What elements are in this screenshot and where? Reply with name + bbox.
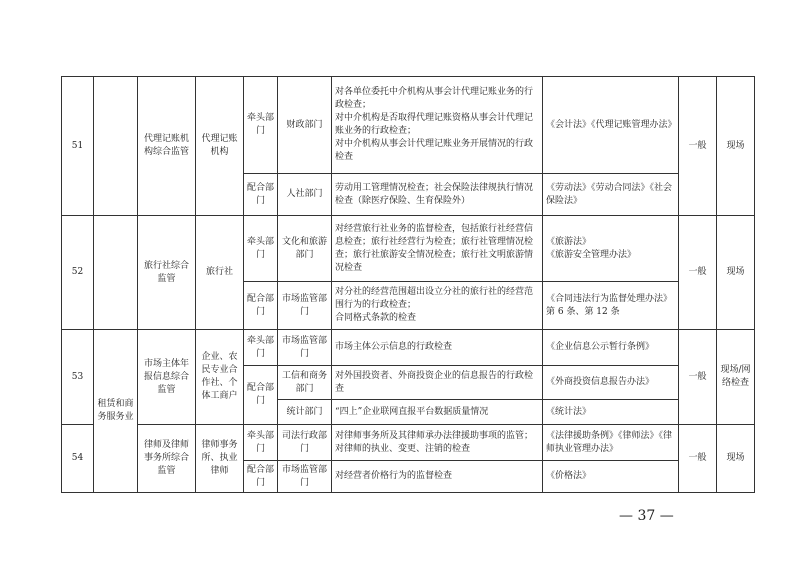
- row-id: 52: [62, 216, 94, 330]
- role-cell: 牵头部门: [244, 425, 278, 461]
- dept-cell: 市场监管部门: [278, 281, 332, 330]
- row-id: 51: [62, 77, 94, 216]
- category-label: 租赁和商务服务业: [94, 330, 138, 493]
- role-cell: 配合部门: [244, 281, 278, 330]
- level-cell: 一般: [679, 216, 717, 330]
- basis-cell: 《外商投资信息报告办法》: [543, 366, 679, 400]
- table-row: [62, 77, 755, 174]
- role-cell: 牵头部门: [244, 330, 278, 366]
- basis-cell: 《劳动法》《劳动合同法》《社会保险法》: [543, 174, 679, 216]
- content-cell: 对外国投资者、外商投资企业的信息报告的行政检查: [332, 366, 543, 400]
- supervision-object: 律师事务所、执业律师: [196, 425, 244, 493]
- mode-cell: 现场: [717, 216, 755, 330]
- table-row: [62, 216, 755, 281]
- content-cell: “四上”企业联网直报平台数据质量情况: [332, 400, 543, 425]
- mode-cell: 现场: [717, 77, 755, 216]
- basis-cell: 《会计法》《代理记账管理办法》: [543, 77, 679, 174]
- row-id: 54: [62, 425, 94, 493]
- supervision-item: 旅行社综合监管: [138, 216, 196, 330]
- role-cell: 配合部门: [244, 366, 278, 425]
- table-row: [62, 425, 755, 461]
- mode-cell: 现场/网络检查: [717, 330, 755, 425]
- level-cell: 一般: [679, 330, 717, 425]
- content-cell: 对经营者价格行为的监督检查: [332, 461, 543, 493]
- category-cell: [94, 216, 138, 330]
- dept-cell: 市场监管部门: [278, 461, 332, 493]
- dept-cell: 司法行政部门: [278, 425, 332, 461]
- category-cell: [94, 77, 138, 216]
- dept-cell: 市场监管部门: [278, 330, 332, 366]
- supervision-object: 旅行社: [196, 216, 244, 330]
- mode-cell: 现场: [717, 425, 755, 493]
- role-cell: 牵头部门: [244, 77, 278, 174]
- dept-cell: 财政部门: [278, 77, 332, 174]
- content-cell: 对各单位委托中介机构从事会计代理记账业务的行政检查； 对中介机构是否取得代理记账资格从事会计代理记账业务的行政检查； 对中介机构从事会计代理记账业务开展情况的行政检查: [332, 77, 543, 174]
- role-cell: 牵头部门: [244, 216, 278, 281]
- content-cell: 市场主体公示信息的行政检查: [332, 330, 543, 366]
- basis-cell: 《旅游法》 《旅游安全管理办法》: [543, 216, 679, 281]
- page-number: — 37 —: [619, 508, 674, 524]
- supervision-item: 市场主体年报信息综合监管: [138, 330, 196, 425]
- level-cell: 一般: [679, 77, 717, 216]
- dept-cell: 文化和旅游部门: [278, 216, 332, 281]
- row-id: 53: [62, 330, 94, 425]
- role-cell: 配合部门: [244, 461, 278, 493]
- content-cell: 劳动用工管理情况检查；社会保险法律规执行情况检查（除医疗保险、生育保险外）: [332, 174, 543, 216]
- supervision-item: 代理记账机构综合监管: [138, 77, 196, 216]
- supervision-table: [61, 76, 755, 493]
- basis-cell: 《企业信息公示暂行条例》: [543, 330, 679, 366]
- content-cell: 对经营旅行社业务的监督检查，包括旅行社经营信息检查；旅行社经营行为检查；旅行社管理情况检查；旅行社旅游安全情况检查；旅行社文明旅游情况检查: [332, 216, 543, 281]
- supervision-object: 代理记账机构: [196, 77, 244, 216]
- dept-cell: 人社部门: [278, 174, 332, 216]
- basis-cell: 《价格法》: [543, 461, 679, 493]
- supervision-item: 律师及律师事务所综合监管: [138, 425, 196, 493]
- level-cell: 一般: [679, 425, 717, 493]
- dept-cell: 统计部门: [278, 400, 332, 425]
- content-cell: 对分社的经营范围超出设立分社的旅行社的经营范围行为的行政检查； 合同格式条款的检查: [332, 281, 543, 330]
- basis-cell: 《统计法》: [543, 400, 679, 425]
- supervision-object: 企业、农民专业合作社、个体工商户: [196, 330, 244, 425]
- table-row: [62, 330, 755, 366]
- role-cell: 配合部门: [244, 174, 278, 216]
- basis-cell: 《法律援助条例》《律师法》《律师执业管理办法》: [543, 425, 679, 461]
- dept-cell: 工信和商务部门: [278, 366, 332, 400]
- basis-cell: 《合同违法行为监督处理办法》第 6 条、第 12 条: [543, 281, 679, 330]
- content-cell: 对律师事务所及其律师承办法律援助事项的监管；对律师的执业、变更、注销的检查: [332, 425, 543, 461]
